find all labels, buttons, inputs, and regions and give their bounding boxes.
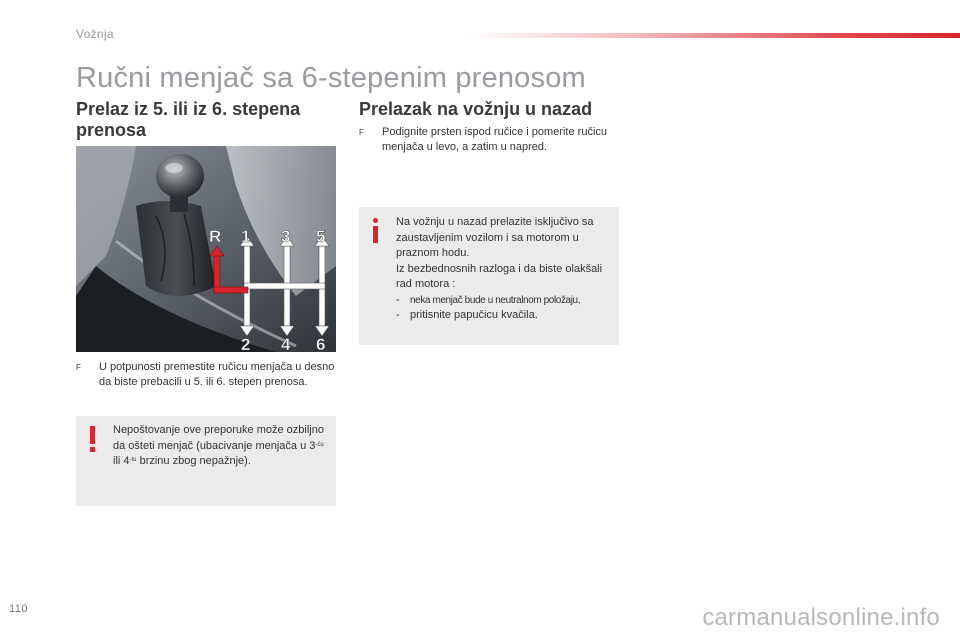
gear-pattern-diagram	[76, 146, 336, 352]
gear-label-4: 4	[281, 335, 291, 352]
right-bullet-text: Podignite prsten ispod ručice i pomerite ručicu menjača u levo, a zatim u napred.	[382, 126, 608, 153]
header-accent-rule	[470, 33, 960, 38]
page-title: Ručni menjač sa 6-stepenim prenosom	[76, 62, 586, 94]
warning-box	[76, 416, 336, 506]
gear-label-3: 3	[281, 227, 291, 246]
gear-label-2: 2	[241, 335, 251, 352]
right-bullet-paragraph	[359, 125, 621, 155]
left-bullet-paragraph	[76, 360, 338, 390]
right-heading: Prelazak na vožnju u nazad	[359, 99, 593, 119]
bullet-marker-icon: F	[359, 128, 364, 137]
page-number: 110	[9, 603, 29, 615]
left-bullet-text: U potpunosti premestite ručicu menjača u desno da biste prebacili u 5. ili 6. stepen prenosa.	[99, 361, 335, 388]
gear-label-1: 1	[241, 227, 251, 246]
gear-label-6: 6	[316, 335, 326, 352]
info-list-item-2: - pritisnite papučicu kvačila.	[396, 309, 538, 321]
info-text	[396, 215, 611, 324]
gear-shifter-photo	[76, 146, 336, 352]
left-heading: Prelaz iz 5. ili iz 6. stepena prenosa	[76, 99, 301, 140]
bullet-marker-icon: F	[76, 363, 81, 372]
gear-label-r: R	[209, 227, 222, 246]
info-box	[359, 207, 619, 345]
warning-exclamation-icon	[90, 426, 96, 452]
section-label: Vožnja	[76, 27, 114, 41]
info-paragraph-1: Na vožnju u nazad prelazite isključivo sa zaustavljenim vozilom i sa motorom u praznom hodu.	[396, 216, 594, 259]
info-list-item-1: - neka menjač bude u neutralnom položaju,	[396, 293, 581, 306]
warning-text: Nepoštovanje ove preporuke može ozbiljno da ošteti menjač (ubacivanje menjača u $3^{-ću}$ ili $4^{-tu}$ brzinu zbog nepažnje).	[113, 424, 324, 467]
gear-label-5: 5	[316, 227, 326, 246]
watermark-text: carmanualsonline.info	[702, 604, 940, 631]
info-paragraph-2: Iz bezbednosnih razloga i da biste olakšali rad motora :	[396, 262, 603, 290]
info-icon	[373, 218, 379, 244]
